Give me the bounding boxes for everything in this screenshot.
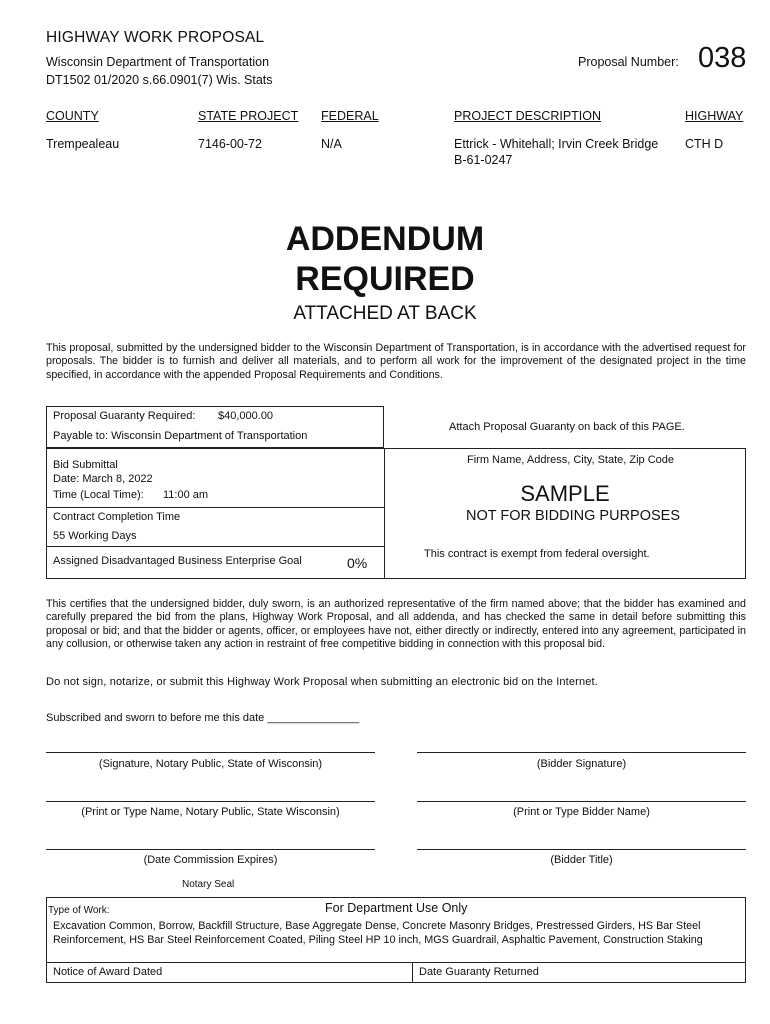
addendum-heading: ADDENDUM <box>285 220 485 258</box>
state-project-value: 7146-00-72 <box>198 137 262 151</box>
bidder-title-caption: (Bidder Title) <box>550 854 613 866</box>
county-header: COUNTY <box>46 109 99 123</box>
date-guaranty-returned: Date Guaranty Returned <box>419 966 539 978</box>
proposal-number: 038 <box>698 42 747 74</box>
commission-line[interactable] <box>46 849 375 850</box>
sample-watermark: SAMPLE <box>520 481 610 506</box>
divider <box>412 962 413 983</box>
type-of-work-line2: Reinforcement, HS Bar Steel Reinforcement Coated, Piling Steel HP 10 inch, MGS Guardrail, Asphaltic Pavement, Construction Staking <box>53 934 703 946</box>
notary-seal-label: Notary Seal <box>182 879 235 890</box>
bid-time-value: 11:00 am <box>163 489 209 501</box>
notary-name-caption: (Print or Type Name, Notary Public, State Wisconsin) <box>81 806 340 818</box>
form-title: HIGHWAY WORK PROPOSAL <box>46 29 265 46</box>
bid-date: Date: March 8, 2022 <box>53 473 153 485</box>
federal-exempt-note: This contract is exempt from federal oversight. <box>424 548 650 560</box>
dbe-goal-value: 0% <box>347 555 368 571</box>
required-heading: REQUIRED <box>295 260 475 298</box>
project-description-value: Ettrick - Whitehall; Irvin Creek Bridge <box>454 137 659 151</box>
electronic-bid-note: Do not sign, notarize, or submit this Highway Work Proposal when submitting an electronic bid on the Internet. <box>46 676 598 688</box>
state-project-header: STATE PROJECT <box>198 109 299 123</box>
highway-header: HIGHWAY <box>685 109 744 123</box>
notice-of-award: Notice of Award Dated <box>53 966 163 978</box>
federal-header: FEDERAL <box>321 109 379 123</box>
bidder-name-line[interactable] <box>417 801 746 802</box>
notary-signature-caption: (Signature, Notary Public, State of Wisconsin) <box>98 758 323 770</box>
bid-submittal-label: Bid Submittal <box>53 459 118 471</box>
notary-signature-line[interactable] <box>46 752 375 753</box>
notary-name-line[interactable] <box>46 801 375 802</box>
bid-time-label: Time (Local Time): <box>53 489 144 501</box>
completion-time-label: Contract Completion Time <box>53 511 181 523</box>
bidder-signature-line[interactable] <box>417 752 746 753</box>
divider <box>46 546 384 547</box>
proposal-number-label: Proposal Number: <box>578 55 679 69</box>
payable-to: Payable to: Wisconsin Department of Transportation <box>53 430 308 442</box>
project-description-header: PROJECT DESCRIPTION <box>454 109 602 123</box>
firm-info-label: Firm Name, Address, City, State, Zip Code <box>467 454 675 466</box>
commission-caption: (Date Commission Expires) <box>143 854 278 866</box>
type-of-work-line1: Excavation Common, Borrow, Backfill Structure, Base Aggregate Dense, Concrete Masonry Bridges, Prestressed Girders, HS Bar Steel <box>53 920 701 932</box>
certification-paragraph: This certifies that the undersigned bidder, duly sworn, is an authorized representative of the firm named above; that the bidder has examined and carefully prepared the bid from the plans, Highway Work Proposal, and all addenda, and has checked the same in detail before submitting this proposal or bid; and that the bidder or agents, officer, or employees have not, either directly or indirectly, entered into any agreement, participated in any collusion, or otherwise taken any action in restraint of free competitive bidding in connection with this proposal bid. <box>46 598 746 651</box>
divider <box>46 962 746 963</box>
bidder-name-caption: (Print or Type Bidder Name) <box>513 806 650 818</box>
form-reference: DT1502 01/2020 s.66.0901(7) Wis. Stats <box>46 73 273 87</box>
department-name: Wisconsin Department of Transportation <box>46 55 270 69</box>
divider <box>46 507 384 508</box>
bidder-title-line[interactable] <box>417 849 746 850</box>
bidder-signature-caption: (Bidder Signature) <box>536 758 627 770</box>
completion-time-value: 55 Working Days <box>53 530 137 542</box>
federal-value: N/A <box>321 137 342 151</box>
type-of-work-label: Type of Work: <box>48 905 110 916</box>
attach-guaranty-note: Attach Proposal Guaranty on back of this PAGE. <box>449 421 685 433</box>
subscribed-sworn: Subscribed and sworn to before me this date _______________ <box>46 712 360 724</box>
guaranty-label: Proposal Guaranty Required: <box>53 410 196 422</box>
not-for-bidding: NOT FOR BIDDING PURPOSES <box>465 508 681 524</box>
intro-paragraph: This proposal, submitted by the undersigned bidder to the Wisconsin Department of Transportation, is in accordance with the advertised request for proposals. The bidder is to furnish and deliver all materials, and to perform all work for the improvement of the designated project in the time specified, in accordance with the appended Proposal Requirements and Conditions. <box>46 342 746 381</box>
department-use-heading: For Department Use Only <box>325 901 468 915</box>
bridge-number: B-61-0247 <box>454 153 513 167</box>
county-value: Trempealeau <box>46 137 120 151</box>
highway-value: CTH D <box>685 137 724 151</box>
guaranty-amount: $40,000.00 <box>218 410 274 422</box>
attached-at-back: ATTACHED AT BACK <box>293 303 477 324</box>
dbe-goal-label: Assigned Disadvantaged Business Enterprise Goal <box>53 555 302 567</box>
